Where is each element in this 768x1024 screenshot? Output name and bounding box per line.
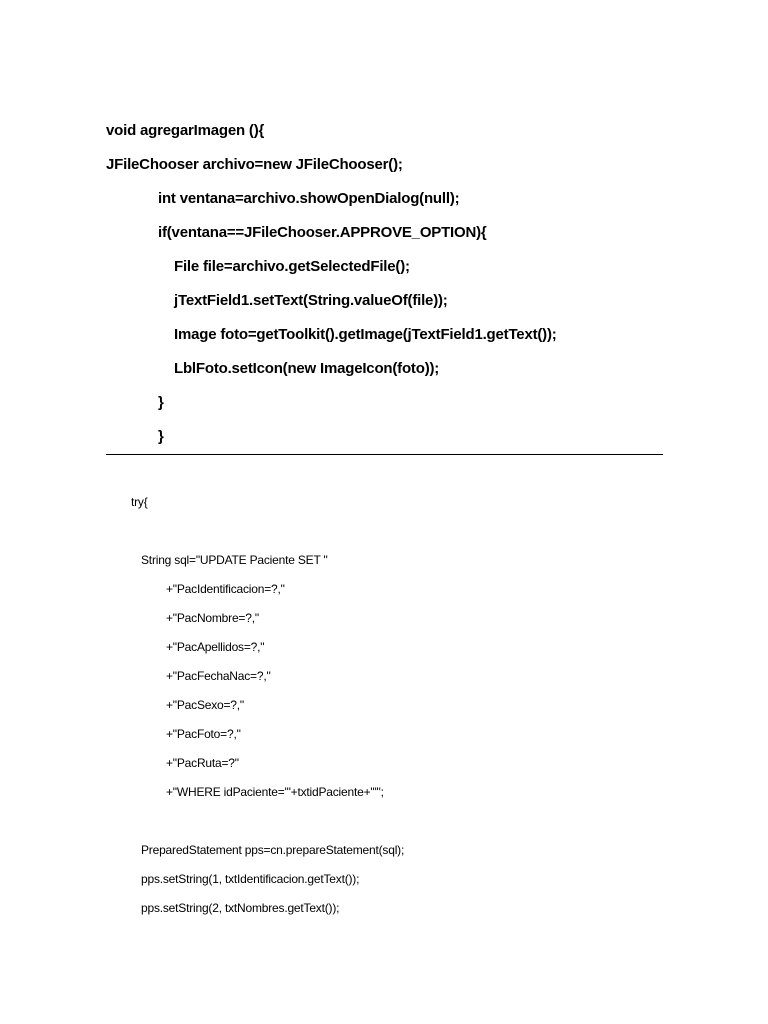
code-line-close-method: } — [158, 428, 164, 445]
code-line-image-foto: Image foto=getToolkit().getImage(jTextField1.getText()); — [174, 326, 557, 343]
code-line-sql-fechanac: +"PacFechaNac=?," — [166, 669, 271, 683]
code-line-sql-foto: +"PacFoto=?," — [166, 727, 241, 741]
code-line-selected-file: File file=archivo.getSelectedFile(); — [174, 258, 410, 275]
code-line-setstring-1: pps.setString(1, txtIdentificacion.getText()); — [141, 872, 360, 886]
code-line-try: try{ — [131, 495, 148, 509]
code-line-close-if: } — [158, 394, 164, 411]
code-line-method-signature: void agregarImagen (){ — [106, 122, 265, 139]
code-line-seticon: LblFoto.setIcon(new ImageIcon(foto)); — [174, 360, 440, 377]
code-line-if-approve: if(ventana==JFileChooser.APPROVE_OPTION){ — [158, 224, 487, 241]
code-line-sql-nombre: +"PacNombre=?," — [166, 611, 259, 625]
code-line-sql-identificacion: +"PacIdentificacion=?," — [166, 582, 285, 596]
code-line-prepare-statement: PreparedStatement pps=cn.prepareStatement(sql); — [141, 843, 405, 857]
code-line-sql-ruta: +"PacRuta=?" — [166, 756, 239, 770]
code-line-sql-sexo: +"PacSexo=?," — [166, 698, 244, 712]
code-line-sql-update: String sql="UPDATE Paciente SET " — [141, 553, 328, 567]
code-line-sql-apellidos: +"PacApellidos=?," — [166, 640, 265, 654]
horizontal-divider — [106, 454, 663, 455]
code-line-ventana: int ventana=archivo.showOpenDialog(null); — [158, 190, 460, 207]
code-line-sql-where: +"WHERE idPaciente='"+txtidPaciente+"'"; — [166, 785, 384, 799]
code-line-setstring-2: pps.setString(2, txtNombres.getText()); — [141, 901, 340, 915]
code-line-filechooser: JFileChooser archivo=new JFileChooser(); — [106, 156, 403, 173]
code-line-settext: jTextField1.setText(String.valueOf(file)); — [174, 292, 448, 309]
